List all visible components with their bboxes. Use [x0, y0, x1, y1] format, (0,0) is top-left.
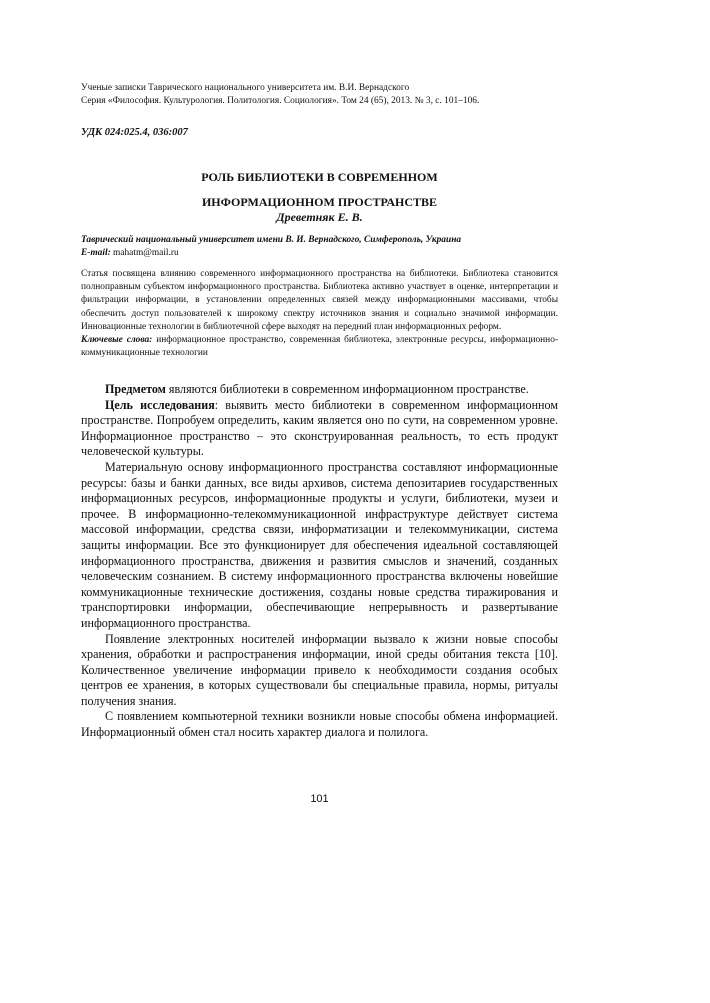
affiliation — [81, 234, 558, 260]
paragraph-subject — [81, 382, 558, 398]
subject-text: являются библиотеки в современном информационном пространстве. — [165, 382, 529, 396]
journal-header — [81, 82, 558, 108]
paragraph-4: Появление электронных носителей информации вызвало к жизни новые способы хранения, обработки и распространения информации, иной среды обитания текста [10]. Количественное увеличение информации привело к необходимости создания особых центров ее хранения, в которых существовали бы специальные правила, нормы, ритуалы получения знания. — [81, 631, 558, 708]
article-title-line-2: ИНФОРМАЦИОННОМ ПРОСТРАНСТВЕ — [201, 195, 438, 209]
institution: Таврический национальный университет имени В. И. Вернадского, Симферополь, Украина — [81, 235, 462, 245]
author-name: Древетняк Е. В. — [276, 210, 363, 224]
paragraph-5: С появлением компьютерной техники возникли новые способы обмена информацией. Информационный обмен стал носить характер диалога и полилога. — [81, 709, 558, 740]
abstract-text: Статья посвящена влиянию современного информационного пространства на библиотеки. Библиотека становится полноправным субъектом информационного пространства. Библиотека активно участвует в оценке, интерпретации и фильтрации информации, в установлении определенных связей между информационными массивами, чтобы обеспечить доступ пользователей к широкому спектру источников знания и социально значимой информации. Инновационные технологии в библиотечной сфере выходят на передний план информационных реформ. — [81, 269, 558, 332]
article-title-line-1: РОЛЬ БИБЛИОТЕКИ В СОВРЕМЕННОМ — [201, 170, 438, 184]
subject-lead: Предметом — [105, 382, 166, 396]
journal-header-line-2: Серия «Философия. Культурология. Политология. Социология». Том 24 (65), 2013. № 3, с. 101–106. — [81, 96, 480, 106]
udk-code: УДК 024:025.4, 036:007 — [81, 127, 188, 138]
email-address: mahatm@mail.ru — [110, 248, 179, 258]
keywords — [81, 334, 558, 360]
goal-lead: Цель исследования — [105, 397, 215, 412]
article-body — [81, 382, 558, 741]
journal-header-line-1: Ученые записки Таврического национального университета им. В.И. Вернадского — [81, 83, 410, 93]
abstract — [81, 268, 558, 360]
goal-text: : выявить место библиотеки в современном информационном пространстве. Попробуем определить, каким является оно по сути, на современном уровне. Информационное пространство – это сконструированная реальность, то есть продукт человеческой культуры. — [81, 397, 558, 459]
keywords-label: Ключевые слова: — [81, 335, 153, 346]
article-title — [81, 165, 558, 215]
keywords-list: информационное пространство, современная библиотека, электронные ресурсы, информационно-коммуникационные технологии — [81, 335, 559, 359]
paragraph-goal — [81, 398, 558, 460]
paragraph-3: Материальную основу информационного пространства составляют информационные ресурсы: базы и банки данных, все виды архивов, система депозитариев государственных информационных ресурсов, информационные продукты и услуги, библиотеки, музеи и прочее. В информационно-телекоммуникационной инфраструктуре действует система массовой информации, средства связи, информатизации и телекоммуникации, система защиты информации. Все это функционирует для обеспечения идеальной составляющей информационного пространства, движения и развития смыслов и значений, созданных человеческим сознанием. В систему информационного пространства включены новейшие коммуникационные технические достижения, созданы новые средства тиражирования и транспортировки информации, обеспечивающие непрерывность и развертывание информационного пространства. — [81, 459, 558, 630]
page-number: 101 — [310, 793, 329, 805]
email-label: E-mail: — [81, 248, 111, 258]
